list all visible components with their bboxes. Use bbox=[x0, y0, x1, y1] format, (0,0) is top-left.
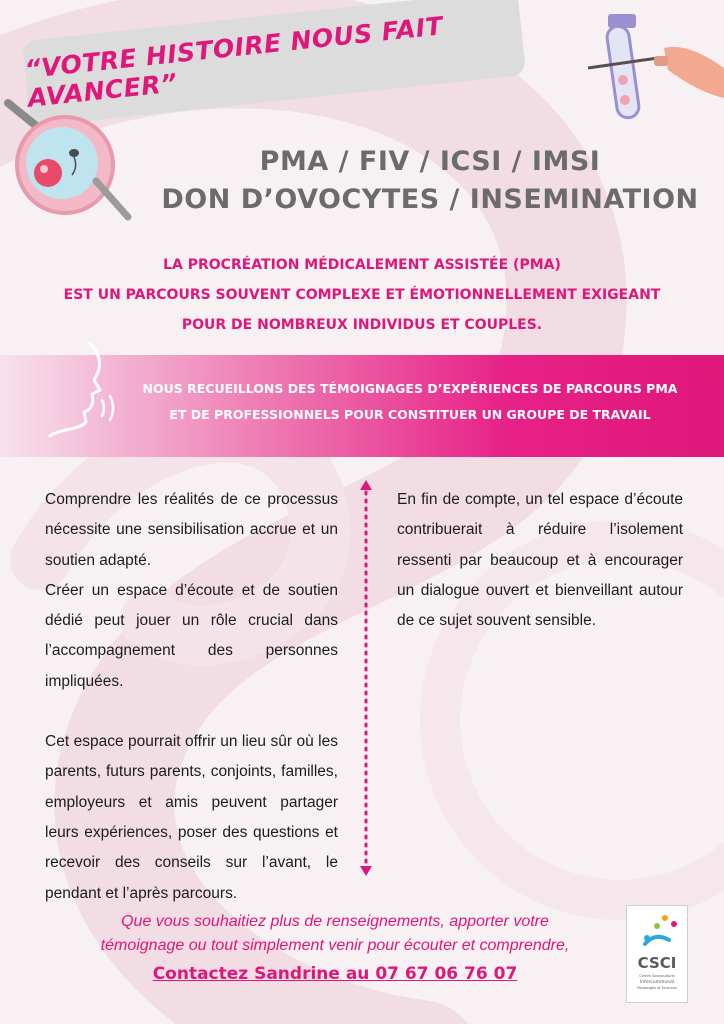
dotted-arrow-icon bbox=[358, 478, 374, 878]
band-text bbox=[120, 376, 700, 428]
logo-line-3: Pouzauges et Environs bbox=[637, 986, 677, 990]
intro-line-2: EST UN PARCOURS SOUVENT COMPLEXE ET ÉMOTIONNELLEMENT EXIGEANT bbox=[63, 287, 661, 303]
footer-text bbox=[55, 910, 615, 958]
band-line-1: NOUS RECUEILLONS DES TÉMOIGNAGES D’EXPÉRIENCES DE PARCOURS PMA bbox=[142, 381, 678, 396]
logo-line-1: Centre Socioculturel bbox=[639, 974, 675, 978]
left-paragraph-3: Cet espace pourrait offrir un lieu sûr où les parents, futurs parents, conjoints, familles, employeurs et amis peuvent partager leurs expériences, poser des questions et recevoir des conseils sur l’avant, le pendant et l’après parcours. bbox=[45, 733, 338, 902]
petri-dish-icon bbox=[0, 95, 140, 235]
right-column bbox=[397, 485, 683, 636]
page-title bbox=[140, 143, 720, 219]
right-paragraph-1: En fin de compte, un tel espace d’écoute contribuerait à réduire l’isolement ressenti par beaucoup et à encourager un dialogue ouvert et bienveillant autour de ce sujet souvent sensible. bbox=[397, 491, 683, 630]
intro-line-3: POUR DE NOMBREUX INDIVIDUS ET COUPLES. bbox=[181, 317, 543, 333]
left-paragraph-1: Comprendre les réalités de ce processus nécessite une sensibilisation accrue et un soutien adapté. bbox=[45, 491, 338, 569]
band-line-2: ET DE PROFESSIONNELS POUR CONSTITUER UN GROUPE DE TRAVAIL bbox=[169, 407, 651, 422]
logo-acronym: CSCI bbox=[637, 954, 677, 972]
speaking-head-icon bbox=[40, 338, 130, 454]
footer-line-2: témoignage ou tout simplement venir pour écouter et comprendre, bbox=[100, 937, 570, 954]
slogan-text: “VOTRE HISTOIRE NOUS FAIT AVANCER” bbox=[23, 11, 445, 113]
intro-text bbox=[20, 250, 704, 340]
csci-logo bbox=[626, 905, 688, 1003]
paragraph-spacer bbox=[45, 697, 338, 727]
contact-link[interactable]: Contactez Sandrine au 07 67 06 76 07 bbox=[152, 964, 518, 984]
left-column bbox=[45, 485, 338, 909]
test-tube-icon bbox=[568, 8, 724, 136]
left-paragraph-2: Créer un espace d’écoute et de soutien dédié peut jouer un rôle crucial dans l’accompagnement des personnes impliquées. bbox=[45, 581, 338, 690]
intro-line-1: LA PROCRÉATION MÉDICALEMENT ASSISTÉE (PMA) bbox=[163, 257, 561, 273]
footer-line-1: Que vous souhaitiez plus de renseignements, apporter votre bbox=[121, 913, 549, 930]
logo-line-2: Intercommunal bbox=[639, 980, 675, 985]
title-line-1: PMA / FIV / ICSI / IMSI bbox=[259, 146, 601, 177]
title-line-2: DON D’OVOCYTES / INSEMINATION bbox=[161, 184, 699, 215]
